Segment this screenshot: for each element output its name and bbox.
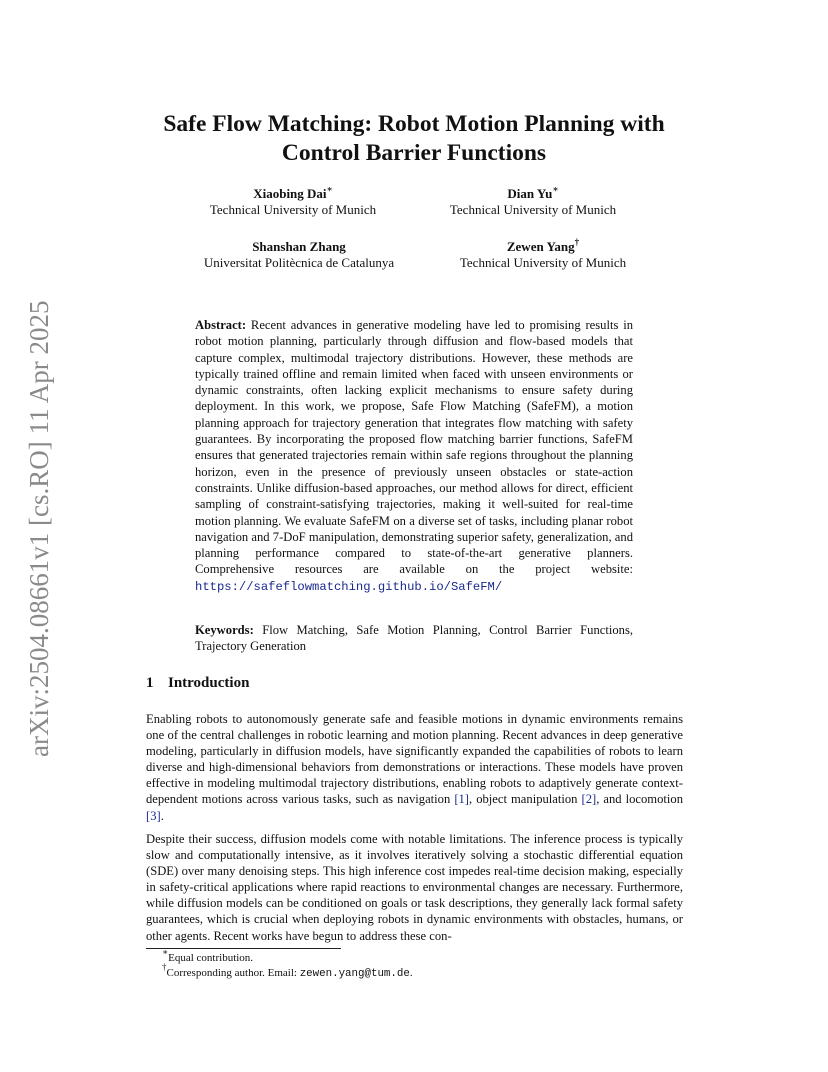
- arxiv-identifier: arXiv:2504.08661v1 [cs.RO] 11 Apr 2025: [24, 300, 54, 757]
- author-name: Xiaobing Dai∗: [253, 184, 333, 201]
- section-heading: [146, 675, 249, 692]
- intro-paragraph-1: Enabling robots to autonomously generate safe and feasible motions in dynamic environments remains one of the central challenges in robotic learning and motion planning. Recent advances in deep generative modeling, particularly in diffusion models, have significantly expanded the capabilities of robots to learn diverse and high-dimensional behaviors from demonstrations or interactions. These models have proven effective in modeling multimodal trajectory distributions, enabling robots to adaptively generate context-dependent motions across various tasks, such as navigation [1], object manipulation [2], and locomotion [3].: [146, 712, 683, 823]
- footnote: ∗Equal contribution.: [162, 947, 254, 964]
- abstract-label: Abstract:: [195, 318, 247, 332]
- abstract: [195, 317, 633, 595]
- keywords-text: Flow Matching, Safe Motion Planning, Control Barrier Functions, Trajectory Generation: [195, 623, 633, 654]
- footnote-rule: [146, 948, 341, 949]
- author-affiliation: Technical University of Munich: [449, 202, 617, 217]
- intro-paragraph-2: Despite their success, diffusion models come with notable limitations. The inference process is typically slow and computationally intensive, as it involves iteratively solving a stochastic differential equation (SDE) over many denoising steps. This high inference cost impedes real-time decision making, especially in safety-critical applications where rapid reactions to environmental changes are necessary. Furthermore, while diffusion models can be conditioned on goals or task descriptions, they generally lack formal safety guarantees, which is crucial when deploying robots in dynamic environments with obstacles, humans, or other agents. Recent works have begun to address these con-: [146, 832, 683, 943]
- abstract-text: Recent advances in generative modeling have led to promising results in robot motion planning, particularly through diffusion and flow-based models that capture complex, multimodal trajectory distributions. However, these methods are typically trained offline and remain limited when faced with unseen environments or dynamic constraints, often lacking explicit mechanisms to ensure safety during deployment. In this work, we propose, Safe Flow Matching (SafeFM), a motion planning approach for trajectory generation that integrates flow matching with safety guarantees. By incorporating the proposed flow matching barrier functions, SafeFM ensures that generated trajectories remain within safe regions throughout the planning horizon, even in the presence of previously unseen obstacles or state-action constraints. Unlike diffusion-based approaches, our method allows for direct, efficient sampling of constraint-satisfying trajectories, making it well-suited for real-time motion planning. We evaluate SafeFM on a diverse set of tasks, including planar robot navigation and 7-DoF manipulation, demonstrating superior safety, generalization, and planning performance compared to state-of-the-art generative planners. Comprehensive resources are available on the project website:: [195, 318, 633, 577]
- keywords: [195, 622, 633, 655]
- author-name: Zewen Yang†: [506, 237, 580, 254]
- title-line-2: Control Barrier Functions: [281, 140, 547, 166]
- author-name: Dian Yu∗: [507, 184, 559, 201]
- author-email-link[interactable]: zewen.yang@tum.de: [299, 968, 410, 980]
- citation-link[interactable]: [3]: [146, 808, 161, 823]
- footnote: †Corresponding author. Email: zewen.yang@tum.de.: [162, 962, 413, 980]
- author-block: [173, 239, 425, 271]
- keywords-label: Keywords:: [195, 623, 254, 637]
- author-affiliation: Universitat Politècnica de Catalunya: [203, 255, 395, 270]
- citation-link[interactable]: [2]: [581, 792, 597, 807]
- title-line-1: Safe Flow Matching: Robot Motion Planning with: [163, 111, 665, 137]
- author-affiliation: Technical University of Munich: [209, 202, 377, 217]
- author-block: [433, 186, 633, 218]
- author-affiliation: Technical University of Munich: [459, 255, 627, 270]
- section-title: Introduction: [168, 675, 250, 691]
- author-block: [193, 186, 393, 218]
- project-website-link[interactable]: https://safeflowmatching.github.io/SafeFM/: [195, 579, 503, 594]
- author-name: Shanshan Zhang: [252, 239, 346, 254]
- arxiv-stamp: [12, 285, 58, 760]
- paper-title: [100, 110, 728, 168]
- citation-link[interactable]: [1]: [454, 792, 469, 807]
- section-number: 1: [146, 675, 154, 691]
- author-block: [433, 239, 653, 271]
